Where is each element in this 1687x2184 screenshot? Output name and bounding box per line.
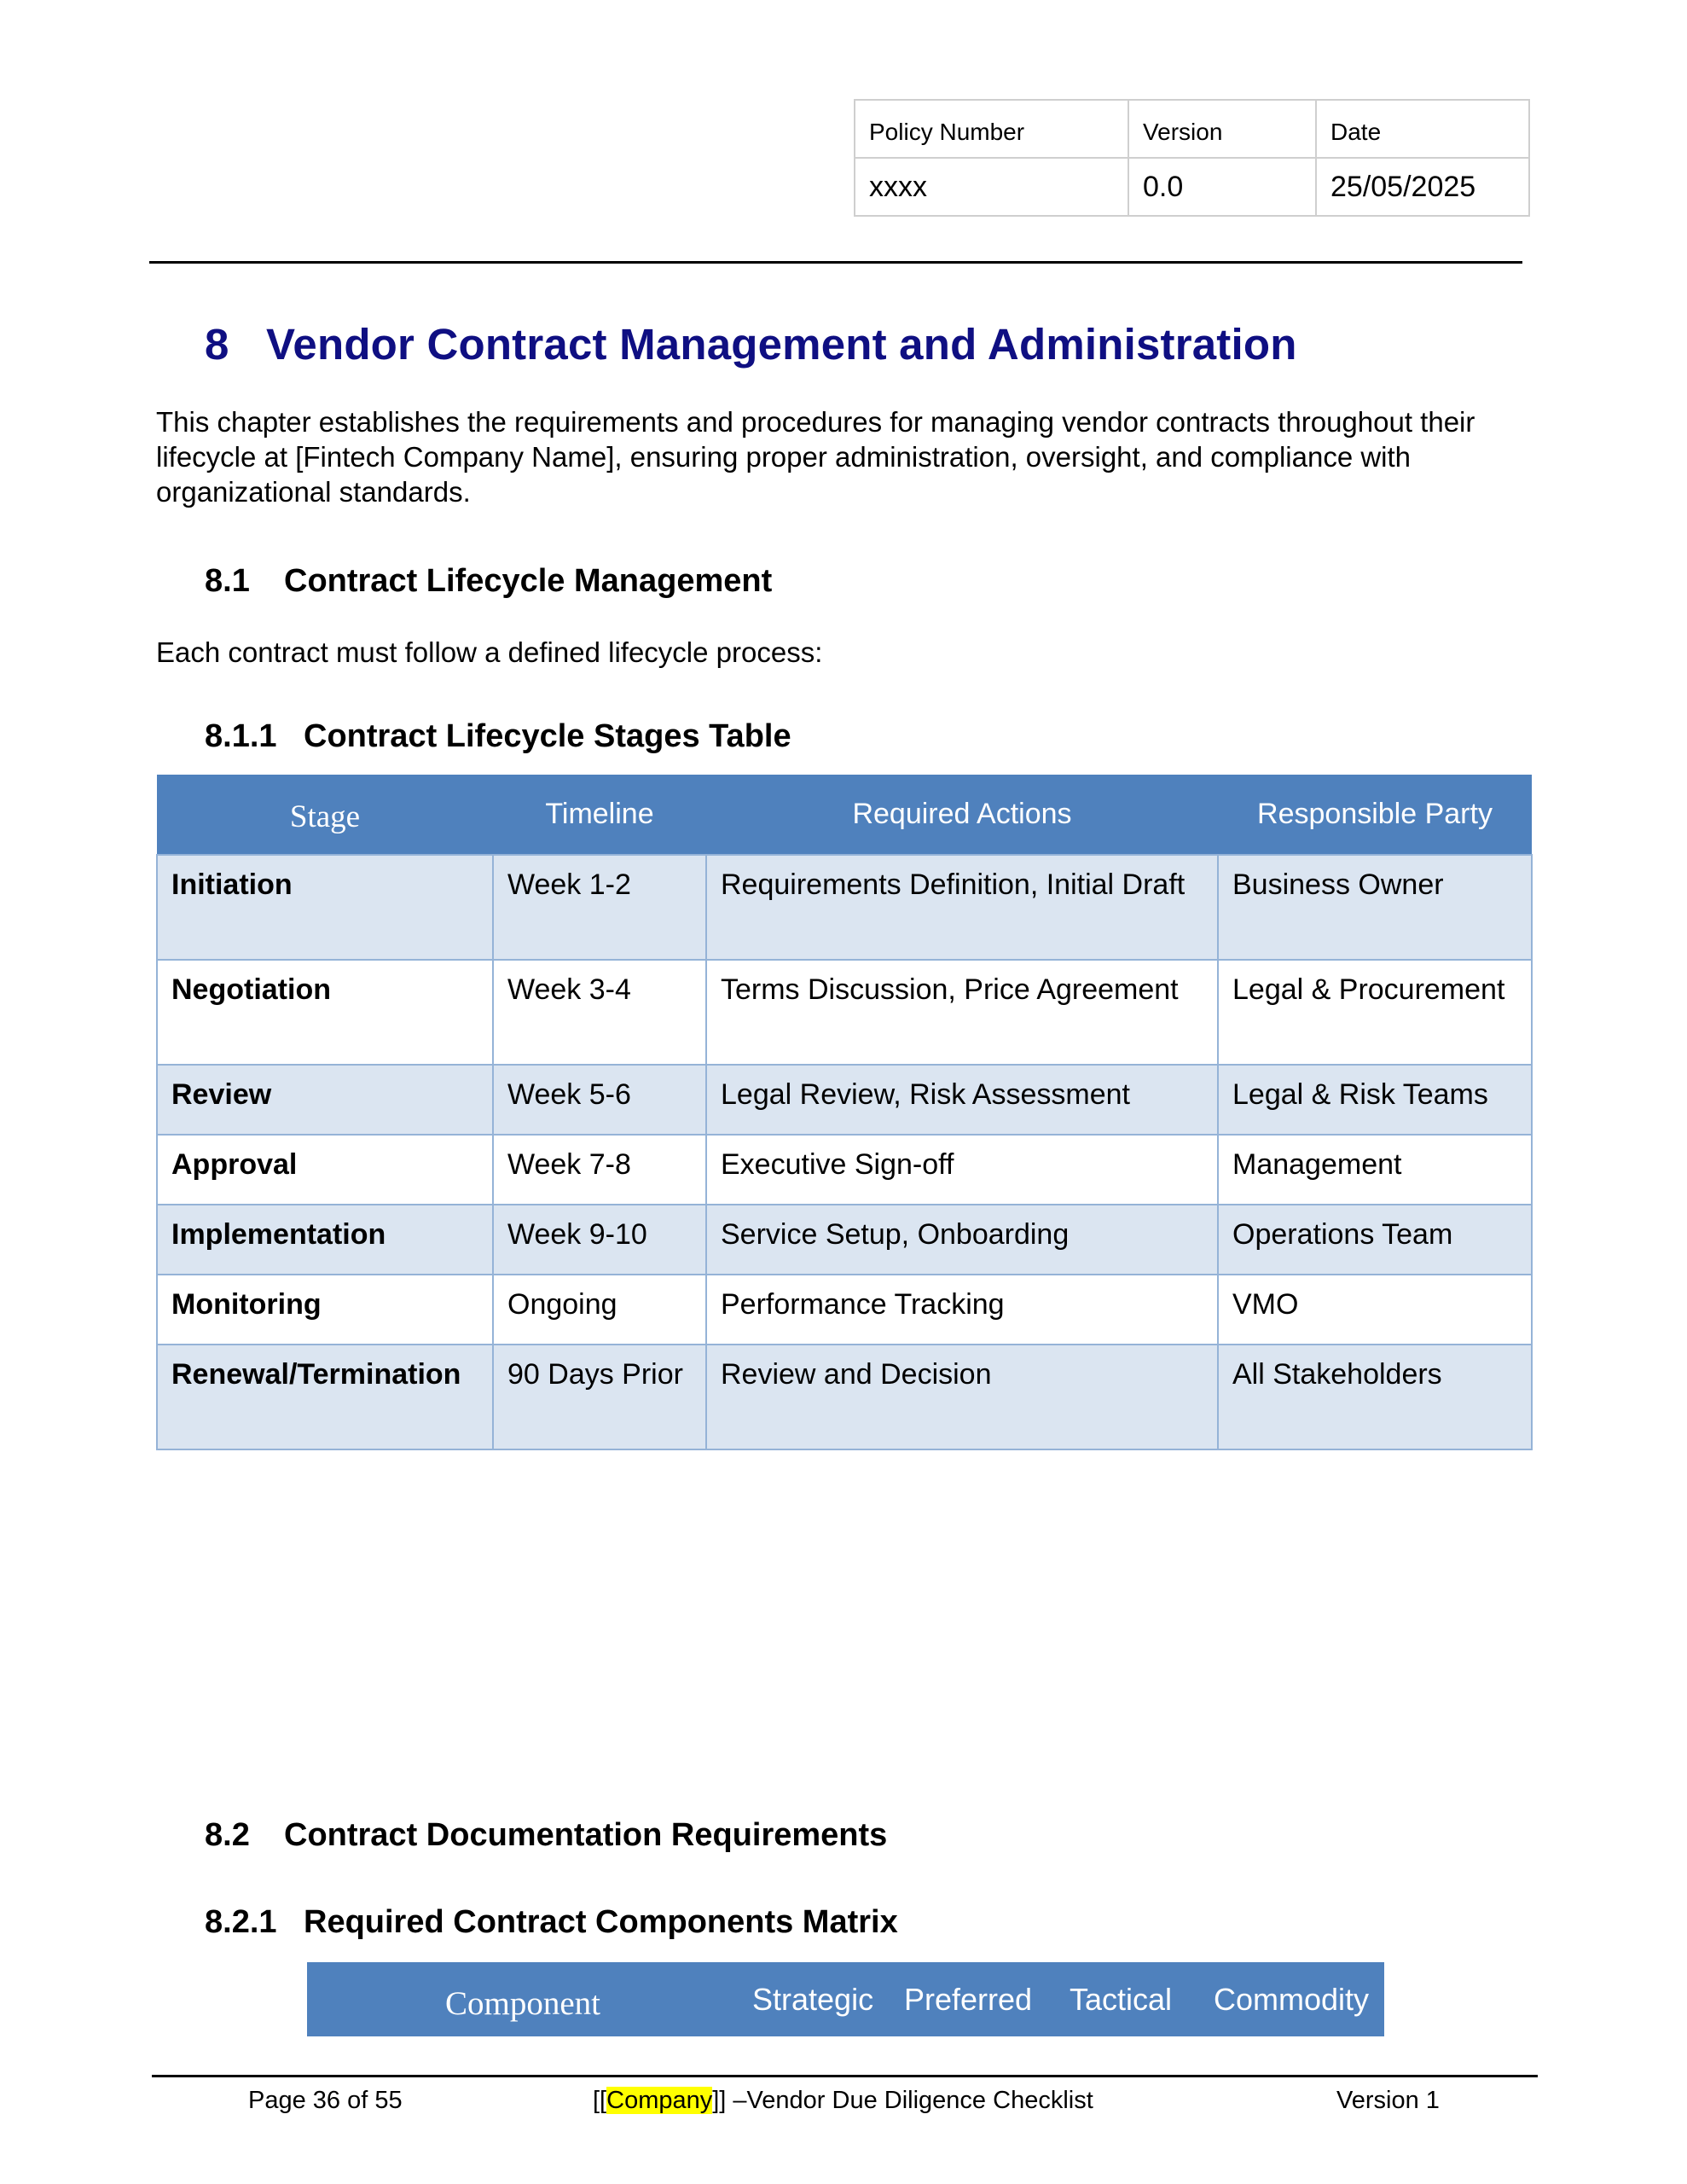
party-cell: Legal & Risk Teams: [1218, 1065, 1532, 1135]
column-header-component: Component: [445, 1985, 600, 2022]
section-number: 8.1.1: [205, 718, 277, 754]
timeline-cell: Week 7-8: [493, 1135, 706, 1205]
column-header-responsible-party: Responsible Party: [1218, 775, 1532, 855]
chapter-heading: [205, 319, 1297, 369]
section-number: 8.2.1: [205, 1904, 277, 1940]
company-placeholder-highlight: Company: [606, 2087, 713, 2114]
table-row: [157, 1275, 1532, 1345]
version-label: Version: [1128, 100, 1316, 158]
policy-number-label: Policy Number: [855, 100, 1128, 158]
party-cell: Legal & Procurement: [1218, 960, 1532, 1065]
column-header-timeline: Timeline: [493, 775, 706, 855]
section-heading-8-2: [205, 1817, 887, 1854]
footer-title-prefix: [[: [593, 2087, 607, 2114]
table-row: [157, 1205, 1532, 1275]
actions-cell: Terms Discussion, Price Agreement: [706, 960, 1218, 1065]
table-row: [157, 1065, 1532, 1135]
footer-divider: [152, 2075, 1538, 2077]
stage-cell: Review: [157, 1065, 493, 1135]
timeline-cell: Ongoing: [493, 1275, 706, 1345]
document-meta-table: [854, 99, 1530, 217]
contract-lifecycle-table: [156, 775, 1533, 1450]
column-header-commodity: Commodity: [1214, 1982, 1370, 2017]
party-cell: All Stakeholders: [1218, 1345, 1532, 1449]
timeline-cell: Week 5-6: [493, 1065, 706, 1135]
actions-cell: Executive Sign-off: [706, 1135, 1218, 1205]
section-title: Contract Documentation Requirements: [284, 1817, 888, 1853]
column-header-tactical: Tactical: [1070, 1982, 1173, 2017]
party-cell: Management: [1218, 1135, 1532, 1205]
stage-cell: Monitoring: [157, 1275, 493, 1345]
header-divider: [149, 261, 1522, 264]
column-header-required-actions: Required Actions: [706, 775, 1218, 855]
section-heading-8-1: [205, 563, 772, 600]
timeline-cell: Week 3-4: [493, 960, 706, 1065]
party-cell: VMO: [1218, 1275, 1532, 1345]
stage-cell: Approval: [157, 1135, 493, 1205]
section-heading-8-1-1: [205, 718, 791, 755]
table-row: [157, 960, 1532, 1065]
footer-page-number: Page 36 of 55: [248, 2087, 403, 2114]
actions-cell: Performance Tracking: [706, 1275, 1218, 1345]
footer-document-title: [593, 2087, 1093, 2115]
party-cell: Operations Team: [1218, 1205, 1532, 1275]
table-row: [157, 1345, 1532, 1449]
timeline-cell: 90 Days Prior: [493, 1345, 706, 1449]
policy-number-value: xxxx: [855, 158, 1128, 216]
actions-cell: Review and Decision: [706, 1345, 1218, 1449]
contract-components-matrix-header: [307, 1962, 1384, 2036]
section-number: 8.2: [205, 1817, 250, 1853]
table-row: [157, 1135, 1532, 1205]
timeline-cell: Week 1-2: [493, 855, 706, 960]
section-title: Required Contract Components Matrix: [304, 1904, 898, 1940]
table-row: [157, 855, 1532, 960]
column-header-preferred: Preferred: [904, 1982, 1033, 2017]
version-value: 0.0: [1128, 158, 1316, 216]
date-label: Date: [1316, 100, 1529, 158]
timeline-cell: Week 9-10: [493, 1205, 706, 1275]
section-number: 8.1: [205, 563, 250, 599]
section-title: Contract Lifecycle Management: [284, 563, 773, 599]
section-8-1-text: Each contract must follow a defined lifecycle process:: [156, 636, 823, 668]
stage-cell: Initiation: [157, 855, 493, 960]
chapter-intro: This chapter establishes the requirements and procedures for managing vendor contracts throughout their lifecycle at [Fintech Company Name], ensuring proper administration, oversight, and compliance with organizational standards.: [156, 406, 1475, 508]
footer-version: Version 1: [1336, 2087, 1440, 2114]
date-value: 25/05/2025: [1316, 158, 1529, 216]
stage-cell: Implementation: [157, 1205, 493, 1275]
section-title: Contract Lifecycle Stages Table: [304, 718, 791, 754]
column-header-stage: Stage: [157, 775, 493, 855]
stage-cell: Renewal/Termination: [157, 1345, 493, 1449]
actions-cell: Requirements Definition, Initial Draft: [706, 855, 1218, 960]
section-heading-8-2-1: [205, 1904, 898, 1941]
actions-cell: Service Setup, Onboarding: [706, 1205, 1218, 1275]
chapter-title: Vendor Contract Management and Administration: [266, 320, 1297, 369]
chapter-number: 8: [205, 320, 229, 369]
actions-cell: Legal Review, Risk Assessment: [706, 1065, 1218, 1135]
column-header-strategic: Strategic: [752, 1982, 874, 2017]
stage-cell: Negotiation: [157, 960, 493, 1065]
footer-title-suffix: ]] –Vendor Due Diligence Checklist: [712, 2087, 1093, 2114]
party-cell: Business Owner: [1218, 855, 1532, 960]
table-header-row: [157, 775, 1532, 855]
